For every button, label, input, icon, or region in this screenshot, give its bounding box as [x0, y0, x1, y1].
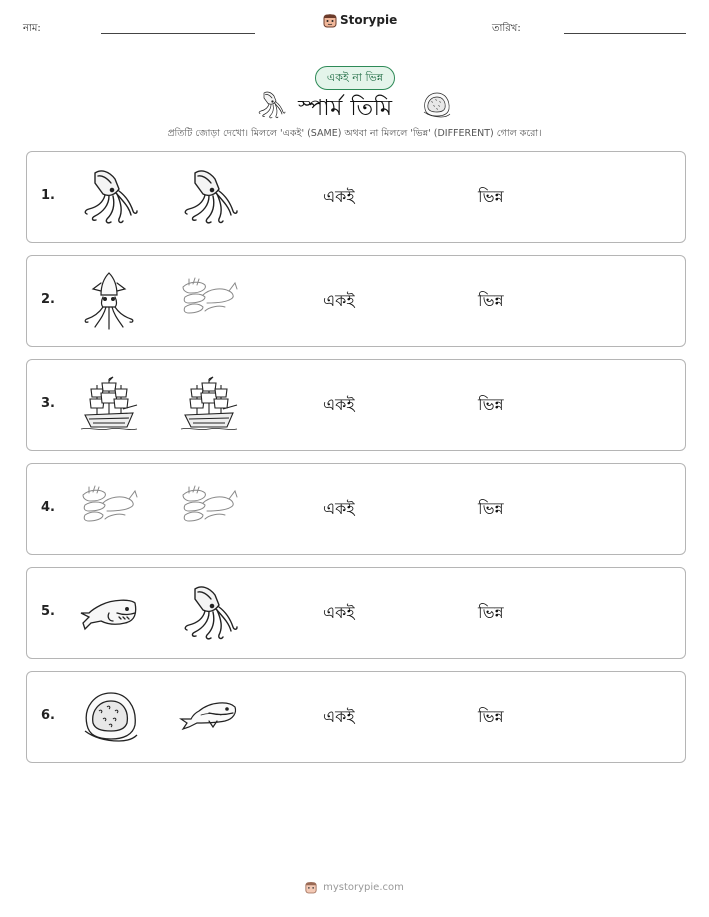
question-number: 5. — [41, 604, 55, 619]
squid-icon — [79, 271, 139, 331]
sailing-ship-icon — [179, 375, 239, 435]
option-different[interactable]: ভিন্ন — [478, 291, 504, 310]
question-number: 3. — [41, 396, 55, 411]
whale-pod-icon — [179, 271, 239, 331]
question-row — [26, 255, 686, 347]
option-different[interactable]: ভিন্ন — [478, 499, 504, 518]
sperm-whale-icon — [79, 583, 139, 643]
question-number: 6. — [41, 708, 55, 723]
question-number: 4. — [41, 500, 55, 515]
whale-pod-icon — [79, 479, 139, 539]
date-field[interactable] — [564, 33, 686, 34]
footer — [0, 880, 709, 894]
whale-pod-icon — [179, 479, 239, 539]
ambergris-icon — [421, 90, 451, 120]
squid-icon — [79, 167, 139, 227]
option-different[interactable]: ভিন্ন — [478, 395, 504, 414]
option-same[interactable]: একই — [323, 707, 355, 726]
option-same[interactable]: একই — [323, 187, 355, 206]
sailing-ship-icon — [79, 375, 139, 435]
name-field[interactable] — [101, 33, 255, 34]
squid-icon — [179, 167, 239, 227]
question-number: 2. — [41, 292, 55, 307]
date-label: তারিখ: — [492, 23, 521, 34]
worksheet-type-badge: একই না ভিন্ন — [315, 66, 395, 90]
ambergris-icon — [79, 687, 139, 747]
instructions: প্রতিটি জোড়া দেখো। মিললে 'একই' (SAME) অথবা না মিললে 'ভিন্ন' (DIFFERENT) গোল করো। — [167, 128, 542, 139]
question-row — [26, 567, 686, 659]
page-title: স্পার্ম তিমি — [298, 96, 393, 121]
option-different[interactable]: ভিন্ন — [478, 707, 504, 726]
squid-icon — [179, 583, 239, 643]
option-same[interactable]: একই — [323, 603, 355, 622]
question-row — [26, 463, 686, 555]
storypie-mascot-icon — [305, 880, 317, 894]
footer-url: mystorypie.com — [323, 881, 404, 893]
question-number: 1. — [41, 188, 55, 203]
option-same[interactable]: একই — [323, 499, 355, 518]
option-same[interactable]: একই — [323, 395, 355, 414]
name-label: নাম: — [23, 23, 41, 34]
option-same[interactable]: একই — [323, 291, 355, 310]
storypie-mascot-icon — [323, 12, 337, 28]
sperm-whale-icon — [179, 687, 239, 747]
question-row — [26, 359, 686, 451]
brand-logo — [323, 12, 397, 28]
question-row — [26, 671, 686, 763]
brand-name: Storypie — [340, 13, 398, 27]
option-different[interactable]: ভিন্ন — [478, 603, 504, 622]
squid-icon — [256, 90, 286, 120]
option-different[interactable]: ভিন্ন — [478, 187, 504, 206]
question-row — [26, 151, 686, 243]
